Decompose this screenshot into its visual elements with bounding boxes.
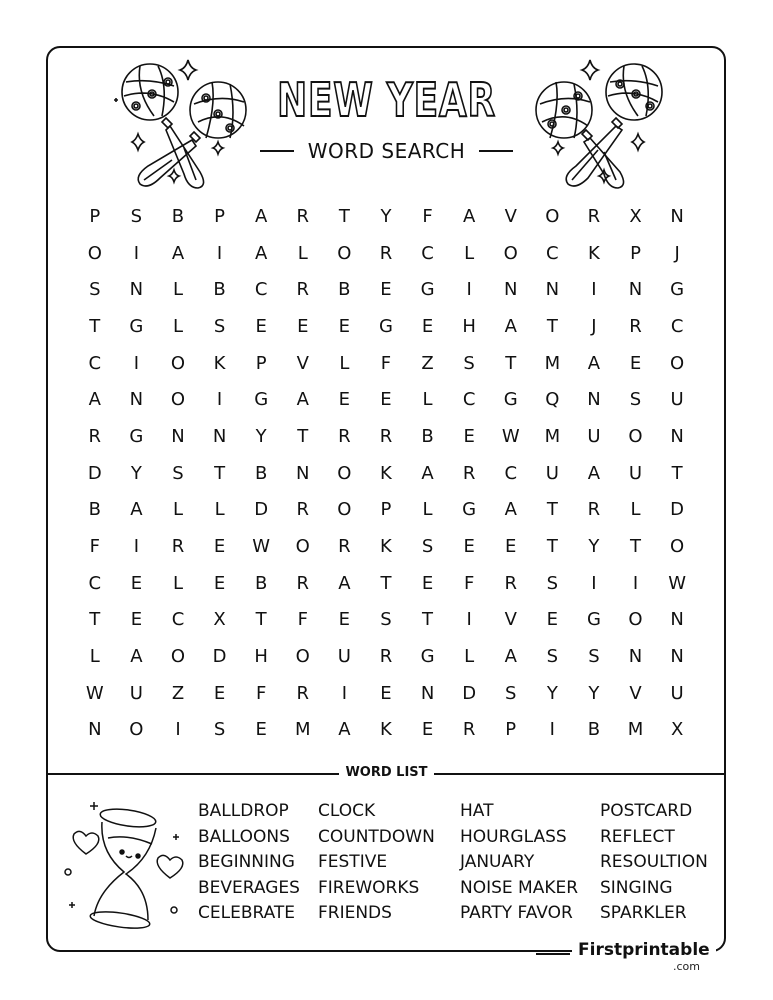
grid-cell[interactable]: X	[670, 719, 684, 741]
grid-cell[interactable]: R	[462, 462, 476, 484]
grid-cell[interactable]: X	[629, 205, 642, 227]
grid-cell[interactable]: M	[295, 719, 311, 741]
grid-cell[interactable]: P	[380, 499, 392, 521]
grid-cell[interactable]: R	[379, 425, 393, 447]
grid-cell[interactable]: G	[503, 389, 518, 411]
grid-cell[interactable]: U	[545, 462, 559, 484]
grid-cell[interactable]: R	[504, 572, 517, 594]
word-list-item: BALLOONS	[198, 826, 290, 847]
grid-cell[interactable]: N	[171, 425, 185, 447]
grid-cell[interactable]: E	[380, 279, 392, 301]
grid-cell[interactable]: L	[630, 499, 641, 521]
grid-cell[interactable]: B	[88, 499, 101, 521]
grid-row	[74, 345, 698, 382]
grid-cell[interactable]: R	[629, 315, 642, 337]
grid-cell[interactable]: R	[379, 242, 393, 264]
letter-grid[interactable]	[74, 198, 698, 748]
grid-cell[interactable]: U	[129, 682, 143, 704]
grid-cell[interactable]: I	[591, 279, 597, 301]
grid-cell[interactable]: J	[674, 242, 680, 264]
word-list-item: FIREWORKS	[318, 877, 420, 898]
grid-cell[interactable]: C	[421, 242, 434, 264]
grid-cell[interactable]: I	[216, 242, 223, 264]
grid-cell[interactable]: I	[216, 389, 223, 411]
word-list-item: NOISE MAKER	[460, 877, 579, 898]
word-list-item: JANUARY	[460, 852, 535, 873]
subtitle-row	[0, 139, 773, 163]
grid-cell[interactable]: R	[296, 682, 310, 704]
grid-cell[interactable]: N	[670, 205, 684, 227]
word-list-item: RESOULTION	[600, 852, 708, 873]
grid-cell[interactable]: F	[297, 609, 308, 631]
grid-cell[interactable]: I	[549, 719, 555, 741]
grid-cell[interactable]: J	[591, 315, 597, 337]
grid-cell[interactable]: T	[422, 609, 434, 631]
grid-cell[interactable]: A	[504, 315, 517, 337]
grid-cell[interactable]: C	[254, 279, 268, 301]
grid-row	[74, 528, 698, 565]
grid-cell[interactable]: E	[421, 315, 434, 337]
grid-cell[interactable]: C	[88, 572, 102, 594]
grid-cell[interactable]: W	[85, 682, 104, 704]
grid-cell[interactable]: A	[296, 389, 309, 411]
word-list-item: BEGINNING	[198, 852, 295, 873]
grid-cell[interactable]: L	[172, 572, 183, 594]
grid-cell[interactable]: N	[296, 462, 310, 484]
word-list	[198, 799, 720, 927]
grid-cell[interactable]: T	[89, 315, 101, 337]
grid-cell[interactable]: F	[89, 536, 100, 558]
grid-cell[interactable]: S	[213, 315, 226, 337]
grid-cell[interactable]: E	[421, 719, 434, 741]
grid-cell[interactable]: T	[380, 572, 392, 594]
grid-cell[interactable]: C	[504, 462, 518, 484]
grid-cell[interactable]: P	[630, 242, 641, 264]
grid-cell[interactable]: O	[295, 536, 310, 558]
word-list-column	[460, 799, 600, 927]
word-list-item: REFLECT	[600, 826, 675, 847]
grid-cell[interactable]: E	[213, 682, 226, 704]
grid-cell[interactable]: B	[338, 279, 351, 301]
grid-cell[interactable]: I	[175, 719, 181, 741]
grid-cell[interactable]: A	[130, 646, 143, 668]
grid-cell[interactable]: B	[421, 425, 434, 447]
grid-cell[interactable]: I	[133, 536, 140, 558]
grid-cell[interactable]: A	[255, 205, 268, 227]
grid-cell[interactable]: N	[420, 682, 435, 704]
grid-cell[interactable]: M	[544, 352, 561, 374]
grid-cell[interactable]: L	[464, 242, 475, 264]
grid-cell[interactable]: K	[588, 242, 600, 264]
grid-cell[interactable]: N	[545, 279, 560, 301]
grid-cell[interactable]: D	[212, 646, 227, 668]
grid-cell[interactable]: N	[504, 279, 518, 301]
grid-cell[interactable]: L	[339, 352, 350, 374]
grid-cell[interactable]: S	[546, 646, 559, 668]
grid-cell[interactable]: F	[422, 205, 433, 227]
grid-cell[interactable]: C	[88, 352, 102, 374]
grid-cell[interactable]: P	[214, 205, 225, 227]
word-list-item: FRIENDS	[318, 903, 392, 924]
grid-cell[interactable]: I	[466, 279, 472, 301]
grid-cell[interactable]: A	[130, 499, 143, 521]
grid-cell[interactable]: S	[89, 279, 101, 301]
word-list-item: FESTIVE	[318, 852, 388, 873]
page-subtitle: WORD SEARCH	[307, 139, 466, 163]
grid-cell[interactable]: R	[88, 425, 102, 447]
brand-logo[interactable]: Firstprintable	[572, 940, 716, 960]
grid-cell[interactable]: O	[337, 462, 352, 484]
grid-cell[interactable]: E	[338, 389, 351, 411]
grid-cell[interactable]: I	[133, 352, 140, 374]
grid-cell[interactable]: I	[591, 572, 597, 594]
grid-cell[interactable]: O	[545, 205, 560, 227]
grid-cell[interactable]: L	[464, 646, 475, 668]
grid-cell[interactable]: O	[129, 719, 144, 741]
word-list-column	[198, 799, 318, 927]
grid-cell[interactable]: T	[338, 205, 350, 227]
grid-cell[interactable]: V	[629, 682, 642, 704]
word-list-item: SINGING	[600, 877, 673, 898]
grid-cell[interactable]: D	[670, 499, 685, 521]
grid-cell[interactable]: L	[422, 389, 433, 411]
grid-cell[interactable]: G	[129, 315, 144, 337]
grid-row	[74, 381, 698, 418]
grid-cell[interactable]: R	[296, 572, 310, 594]
grid-cell[interactable]: G	[462, 499, 477, 521]
grid-cell[interactable]: R	[171, 536, 185, 558]
grid-cell[interactable]: O	[170, 352, 186, 374]
grid-cell[interactable]: Y	[130, 462, 142, 484]
grid-cell[interactable]: Y	[588, 536, 600, 558]
grid-row	[74, 638, 698, 675]
grid-cell[interactable]: P	[255, 352, 267, 374]
grid-cell[interactable]: F	[463, 572, 475, 594]
grid-cell[interactable]: A	[504, 499, 517, 521]
grid-cell[interactable]: P	[89, 205, 101, 227]
word-list-item: BALLDROP	[198, 801, 289, 821]
grid-cell[interactable]: W	[668, 572, 687, 594]
grid-cell[interactable]: R	[462, 719, 476, 741]
grid-cell[interactable]: B	[171, 205, 185, 227]
grid-cell[interactable]: U	[628, 462, 643, 484]
grid-cell[interactable]: L	[214, 499, 225, 521]
grid-cell[interactable]: R	[379, 646, 393, 668]
grid-cell[interactable]: Y	[380, 205, 392, 227]
grid-cell[interactable]: V	[504, 609, 517, 631]
grid-cell[interactable]: O	[503, 242, 518, 264]
grid-cell[interactable]: N	[212, 425, 227, 447]
grid-cell[interactable]: E	[505, 536, 517, 558]
brand-domain: .com	[673, 960, 700, 973]
grid-cell[interactable]: C	[670, 315, 684, 337]
grid-cell[interactable]: E	[338, 315, 351, 337]
grid-cell[interactable]: D	[462, 682, 477, 704]
grid-cell[interactable]: S	[588, 646, 600, 668]
grid-cell[interactable]: I	[341, 682, 348, 704]
grid-cell[interactable]: A	[421, 462, 434, 484]
grid-cell[interactable]: I	[133, 242, 140, 264]
grid-cell[interactable]: K	[380, 719, 392, 741]
grid-cell[interactable]: A	[171, 242, 185, 264]
grid-cell[interactable]: F	[255, 682, 267, 704]
divider-line	[260, 150, 294, 152]
grid-cell[interactable]: B	[254, 572, 268, 594]
grid-cell[interactable]: C	[462, 389, 476, 411]
grid-cell[interactable]: R	[338, 425, 351, 447]
grid-cell[interactable]: Q	[545, 389, 560, 411]
grid-cell[interactable]: H	[462, 315, 476, 337]
word-list-heading	[0, 765, 773, 780]
word-list-item: POSTCARD	[600, 801, 693, 821]
grid-cell[interactable]: B	[587, 719, 601, 741]
grid-cell[interactable]: B	[254, 462, 268, 484]
grid-cell[interactable]: E	[130, 609, 143, 631]
word-list-label: WORD LIST	[339, 765, 433, 780]
grid-cell[interactable]: R	[296, 205, 310, 227]
word-list-column	[318, 799, 460, 927]
grid-cell[interactable]: S	[213, 719, 226, 741]
grid-row	[74, 565, 698, 602]
grid-cell[interactable]: S	[463, 352, 475, 374]
grid-cell[interactable]: G	[129, 425, 144, 447]
grid-cell[interactable]: E	[213, 572, 226, 594]
grid-cell[interactable]: G	[420, 279, 435, 301]
word-list-item: SPARKLER	[600, 903, 687, 924]
grid-cell[interactable]: I	[466, 609, 472, 631]
grid-cell[interactable]: N	[129, 389, 144, 411]
grid-cell[interactable]: U	[337, 646, 351, 668]
grid-cell[interactable]: C	[171, 609, 185, 631]
grid-cell[interactable]: O	[170, 389, 186, 411]
grid-cell[interactable]: L	[172, 279, 183, 301]
grid-cell[interactable]: E	[421, 572, 434, 594]
grid-cell[interactable]: O	[670, 536, 685, 558]
grid-cell[interactable]: R	[587, 205, 601, 227]
grid-cell[interactable]: N	[587, 389, 601, 411]
word-list-item: CLOCK	[318, 801, 376, 821]
grid-cell[interactable]: E	[255, 315, 267, 337]
grid-cell[interactable]: N	[129, 279, 144, 301]
grid-cell[interactable]: A	[587, 352, 601, 374]
grid-cell[interactable]: S	[172, 462, 184, 484]
grid-cell[interactable]: T	[546, 499, 558, 521]
word-list-item: HAT	[460, 801, 494, 821]
grid-cell[interactable]: E	[380, 389, 392, 411]
grid-cell[interactable]: A	[587, 462, 601, 484]
grid-cell[interactable]: E	[463, 536, 475, 558]
grid-cell[interactable]: K	[213, 352, 226, 374]
grid-cell[interactable]: O	[295, 646, 310, 668]
grid-cell[interactable]: L	[172, 315, 183, 337]
grid-cell[interactable]: L	[172, 499, 183, 521]
grid-cell[interactable]: O	[87, 242, 102, 264]
grid-cell[interactable]: A	[504, 646, 517, 668]
grid-cell[interactable]: H	[254, 646, 268, 668]
grid-cell[interactable]: O	[337, 499, 352, 521]
grid-cell[interactable]: U	[670, 682, 684, 704]
grid-cell[interactable]: Y	[588, 682, 600, 704]
hourglass-icon	[58, 790, 188, 930]
grid-cell[interactable]: L	[297, 242, 308, 264]
grid-cell[interactable]: W	[252, 536, 271, 558]
grid-cell[interactable]: E	[380, 682, 392, 704]
grid-row	[74, 492, 698, 529]
grid-cell[interactable]: N	[670, 609, 684, 631]
grid-cell[interactable]: Z	[421, 352, 434, 374]
grid-cell[interactable]: O	[170, 646, 186, 668]
grid-cell[interactable]: F	[380, 352, 392, 374]
grid-cell[interactable]: A	[338, 572, 351, 594]
grid-row	[74, 235, 698, 272]
grid-cell[interactable]: E	[546, 609, 559, 631]
grid-cell[interactable]: D	[254, 499, 269, 521]
grid-row	[74, 271, 698, 308]
grid-cell[interactable]: K	[380, 462, 392, 484]
grid-cell[interactable]: E	[213, 536, 226, 558]
grid-cell[interactable]: Y	[546, 682, 558, 704]
grid-cell[interactable]: S	[421, 536, 434, 558]
grid-cell[interactable]: E	[255, 719, 267, 741]
grid-cell[interactable]: G	[254, 389, 269, 411]
grid-cell[interactable]: V	[296, 352, 309, 374]
grid-cell[interactable]: E	[629, 352, 642, 374]
grid-row	[74, 675, 698, 712]
grid-cell[interactable]: L	[422, 499, 433, 521]
grid-cell[interactable]: S	[546, 572, 559, 594]
grid-cell[interactable]: G	[670, 279, 685, 301]
grid-cell[interactable]: R	[338, 536, 351, 558]
grid-cell[interactable]: T	[630, 536, 642, 558]
word-list-item: COUNTDOWN	[318, 826, 435, 847]
grid-cell[interactable]: S	[130, 205, 143, 227]
grid-cell[interactable]: K	[380, 536, 392, 558]
grid-row	[74, 455, 698, 492]
grid-cell[interactable]: E	[338, 609, 351, 631]
grid-cell[interactable]: T	[89, 609, 101, 631]
grid-cell[interactable]: S	[380, 609, 392, 631]
grid-cell[interactable]: T	[505, 352, 517, 374]
grid-cell[interactable]: T	[671, 462, 683, 484]
grid-cell[interactable]: T	[546, 315, 558, 337]
grid-cell[interactable]: O	[337, 242, 352, 264]
grid-cell[interactable]: M	[544, 425, 561, 447]
word-list-item: PARTY FAVOR	[460, 903, 573, 924]
grid-cell[interactable]: R	[296, 279, 310, 301]
word-list-column	[600, 799, 720, 927]
grid-cell[interactable]: O	[670, 352, 685, 374]
grid-cell[interactable]: N	[88, 719, 102, 741]
grid-cell[interactable]: M	[627, 719, 644, 741]
grid-cell[interactable]: I	[632, 572, 639, 594]
grid-cell[interactable]: O	[628, 425, 643, 447]
page-title: NEW YEAR	[277, 73, 496, 127]
grid-cell[interactable]: N	[628, 646, 643, 668]
grid-cell[interactable]: T	[255, 609, 267, 631]
grid-row	[74, 602, 698, 639]
word-list-item: CELEBRATE	[198, 903, 296, 924]
grid-row	[74, 418, 698, 455]
grid-cell[interactable]: T	[297, 425, 309, 447]
grid-cell[interactable]: W	[501, 425, 520, 447]
grid-cell[interactable]: G	[586, 609, 601, 631]
grid-cell[interactable]: E	[463, 425, 475, 447]
grid-cell[interactable]: E	[130, 572, 143, 594]
grid-cell[interactable]: X	[213, 609, 226, 631]
grid-cell[interactable]: E	[297, 315, 309, 337]
grid-cell[interactable]: B	[213, 279, 226, 301]
grid-cell[interactable]: S	[629, 389, 642, 411]
grid-cell[interactable]: Z	[171, 682, 185, 704]
grid-cell[interactable]: A	[462, 205, 476, 227]
grid-cell[interactable]: Y	[255, 425, 267, 447]
grid-cell[interactable]: T	[546, 536, 558, 558]
grid-cell[interactable]: A	[255, 242, 268, 264]
grid-cell[interactable]: V	[504, 205, 517, 227]
grid-cell[interactable]: L	[89, 646, 100, 668]
grid-row	[74, 198, 698, 235]
grid-cell[interactable]: A	[88, 389, 101, 411]
grid-cell[interactable]: C	[546, 242, 559, 264]
grid-row	[74, 308, 698, 345]
grid-cell[interactable]: U	[670, 389, 684, 411]
grid-cell[interactable]: R	[587, 499, 601, 521]
divider-line	[479, 150, 513, 152]
word-list-item: BEVERAGES	[198, 877, 300, 898]
grid-cell[interactable]: U	[587, 425, 601, 447]
grid-cell[interactable]: P	[505, 719, 517, 741]
grid-cell[interactable]: G	[378, 315, 393, 337]
grid-cell[interactable]: N	[628, 279, 643, 301]
grid-cell[interactable]: D	[87, 462, 102, 484]
grid-cell[interactable]: T	[214, 462, 226, 484]
grid-cell[interactable]: A	[338, 719, 351, 741]
grid-cell[interactable]: S	[505, 682, 517, 704]
grid-cell[interactable]: O	[628, 609, 643, 631]
grid-cell[interactable]: N	[670, 646, 684, 668]
word-list-item: HOURGLASS	[460, 826, 567, 847]
grid-cell[interactable]: G	[420, 646, 435, 668]
grid-cell[interactable]: R	[296, 499, 310, 521]
brand-divider	[536, 953, 570, 955]
grid-row	[74, 712, 698, 749]
grid-cell[interactable]: N	[670, 425, 684, 447]
